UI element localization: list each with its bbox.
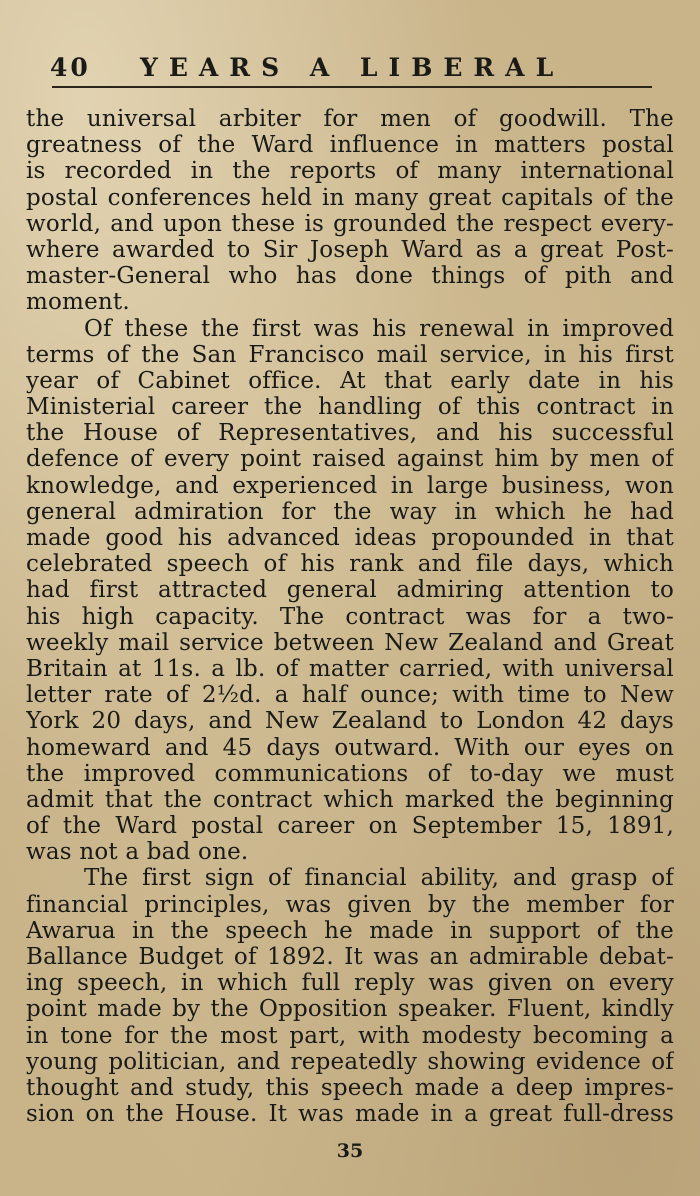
- text-line: is recorded in the reports of many international: [26, 158, 674, 185]
- text-line: world, and upon these is grounded the respect every-: [26, 210, 674, 237]
- text-line: point made by the Opposition speaker. Fluent, kindly: [26, 996, 674, 1023]
- text-line: admit that the contract which marked the beginning: [26, 786, 674, 813]
- text-line: letter rate of 2½d. a half ounce; with time to New: [26, 682, 674, 709]
- text-line: homeward and 45 days outward. With our eyes on: [26, 734, 674, 761]
- text-line: the improved communications of to-day we must: [26, 760, 674, 787]
- text-line: Ministerial career the handling of this contract in: [26, 394, 674, 421]
- text-line: terms of the San Francisco mail service, in his first: [26, 341, 674, 368]
- text-line: ing speech, in which full reply was given on every: [26, 970, 674, 997]
- text-line: financial principles, was given by the member for: [26, 891, 674, 918]
- text-line: made good his advanced ideas propounded in that: [26, 525, 674, 551]
- text-line: thought and study, this speech made a deep impres-: [26, 1074, 674, 1101]
- text-line: his high capacity. The contract was for a two-: [26, 603, 674, 630]
- text-line: had first attracted general admiring attention to: [26, 577, 674, 604]
- text-line: Britain at 11s. a lb. of matter carried, with universal: [26, 655, 674, 682]
- text-line: year of Cabinet office. At that early date in his: [26, 367, 674, 394]
- text-line: Ballance Budget of 1892. It was an admirable debat-: [26, 944, 674, 970]
- text-line: the universal arbiter for men of goodwill. The: [26, 106, 674, 132]
- running-header: [50, 48, 650, 86]
- page-footer: [0, 1140, 700, 1162]
- text-line: knowledge, and experienced in large business, won: [26, 472, 674, 499]
- text-line: young politician, and repeatedly showing evidence of: [26, 1048, 674, 1075]
- text-line: celebrated speech of his rank and file days, which: [26, 551, 674, 578]
- text-line: of the Ward postal career on September 15, 1891,: [26, 813, 674, 840]
- text-line: The first sign of financial ability, and grasp of: [84, 865, 674, 892]
- text-line: greatness of the Ward influence in matters postal: [26, 132, 674, 159]
- text-line: was not a bad one.: [26, 839, 249, 866]
- body-text: [26, 106, 674, 1127]
- text-line: in tone for the most part, with modesty becoming a: [26, 1022, 674, 1049]
- text-line: where awarded to Sir Joseph Ward as a great Post-: [26, 236, 674, 263]
- text-line: Of these the first was his renewal in improved: [84, 315, 674, 342]
- text-line: York 20 days, and New Zealand to London 42 days: [26, 708, 674, 735]
- running-title: YEARS A LIBERAL: [140, 52, 565, 82]
- text-line: Awarua in the speech he made in support of the: [26, 917, 674, 944]
- text-line: sion on the House. It was made in a great full-dress: [26, 1101, 674, 1128]
- text-line: the House of Representatives, and his successful: [26, 420, 674, 447]
- folio-number: 35: [336, 1140, 364, 1162]
- text-line: defence of every point raised against him by men of: [26, 446, 674, 473]
- text-line: general admiration for the way in which he had: [26, 498, 674, 525]
- text-line: master-General who has done things of pith and: [26, 263, 674, 290]
- text-line: postal conferences held in many great capitals of the: [26, 184, 674, 211]
- header-rule: [52, 86, 652, 88]
- text-line: weekly mail service between New Zealand and Great: [26, 629, 674, 656]
- page-number: 40: [50, 52, 91, 82]
- text-line: moment.: [26, 289, 130, 316]
